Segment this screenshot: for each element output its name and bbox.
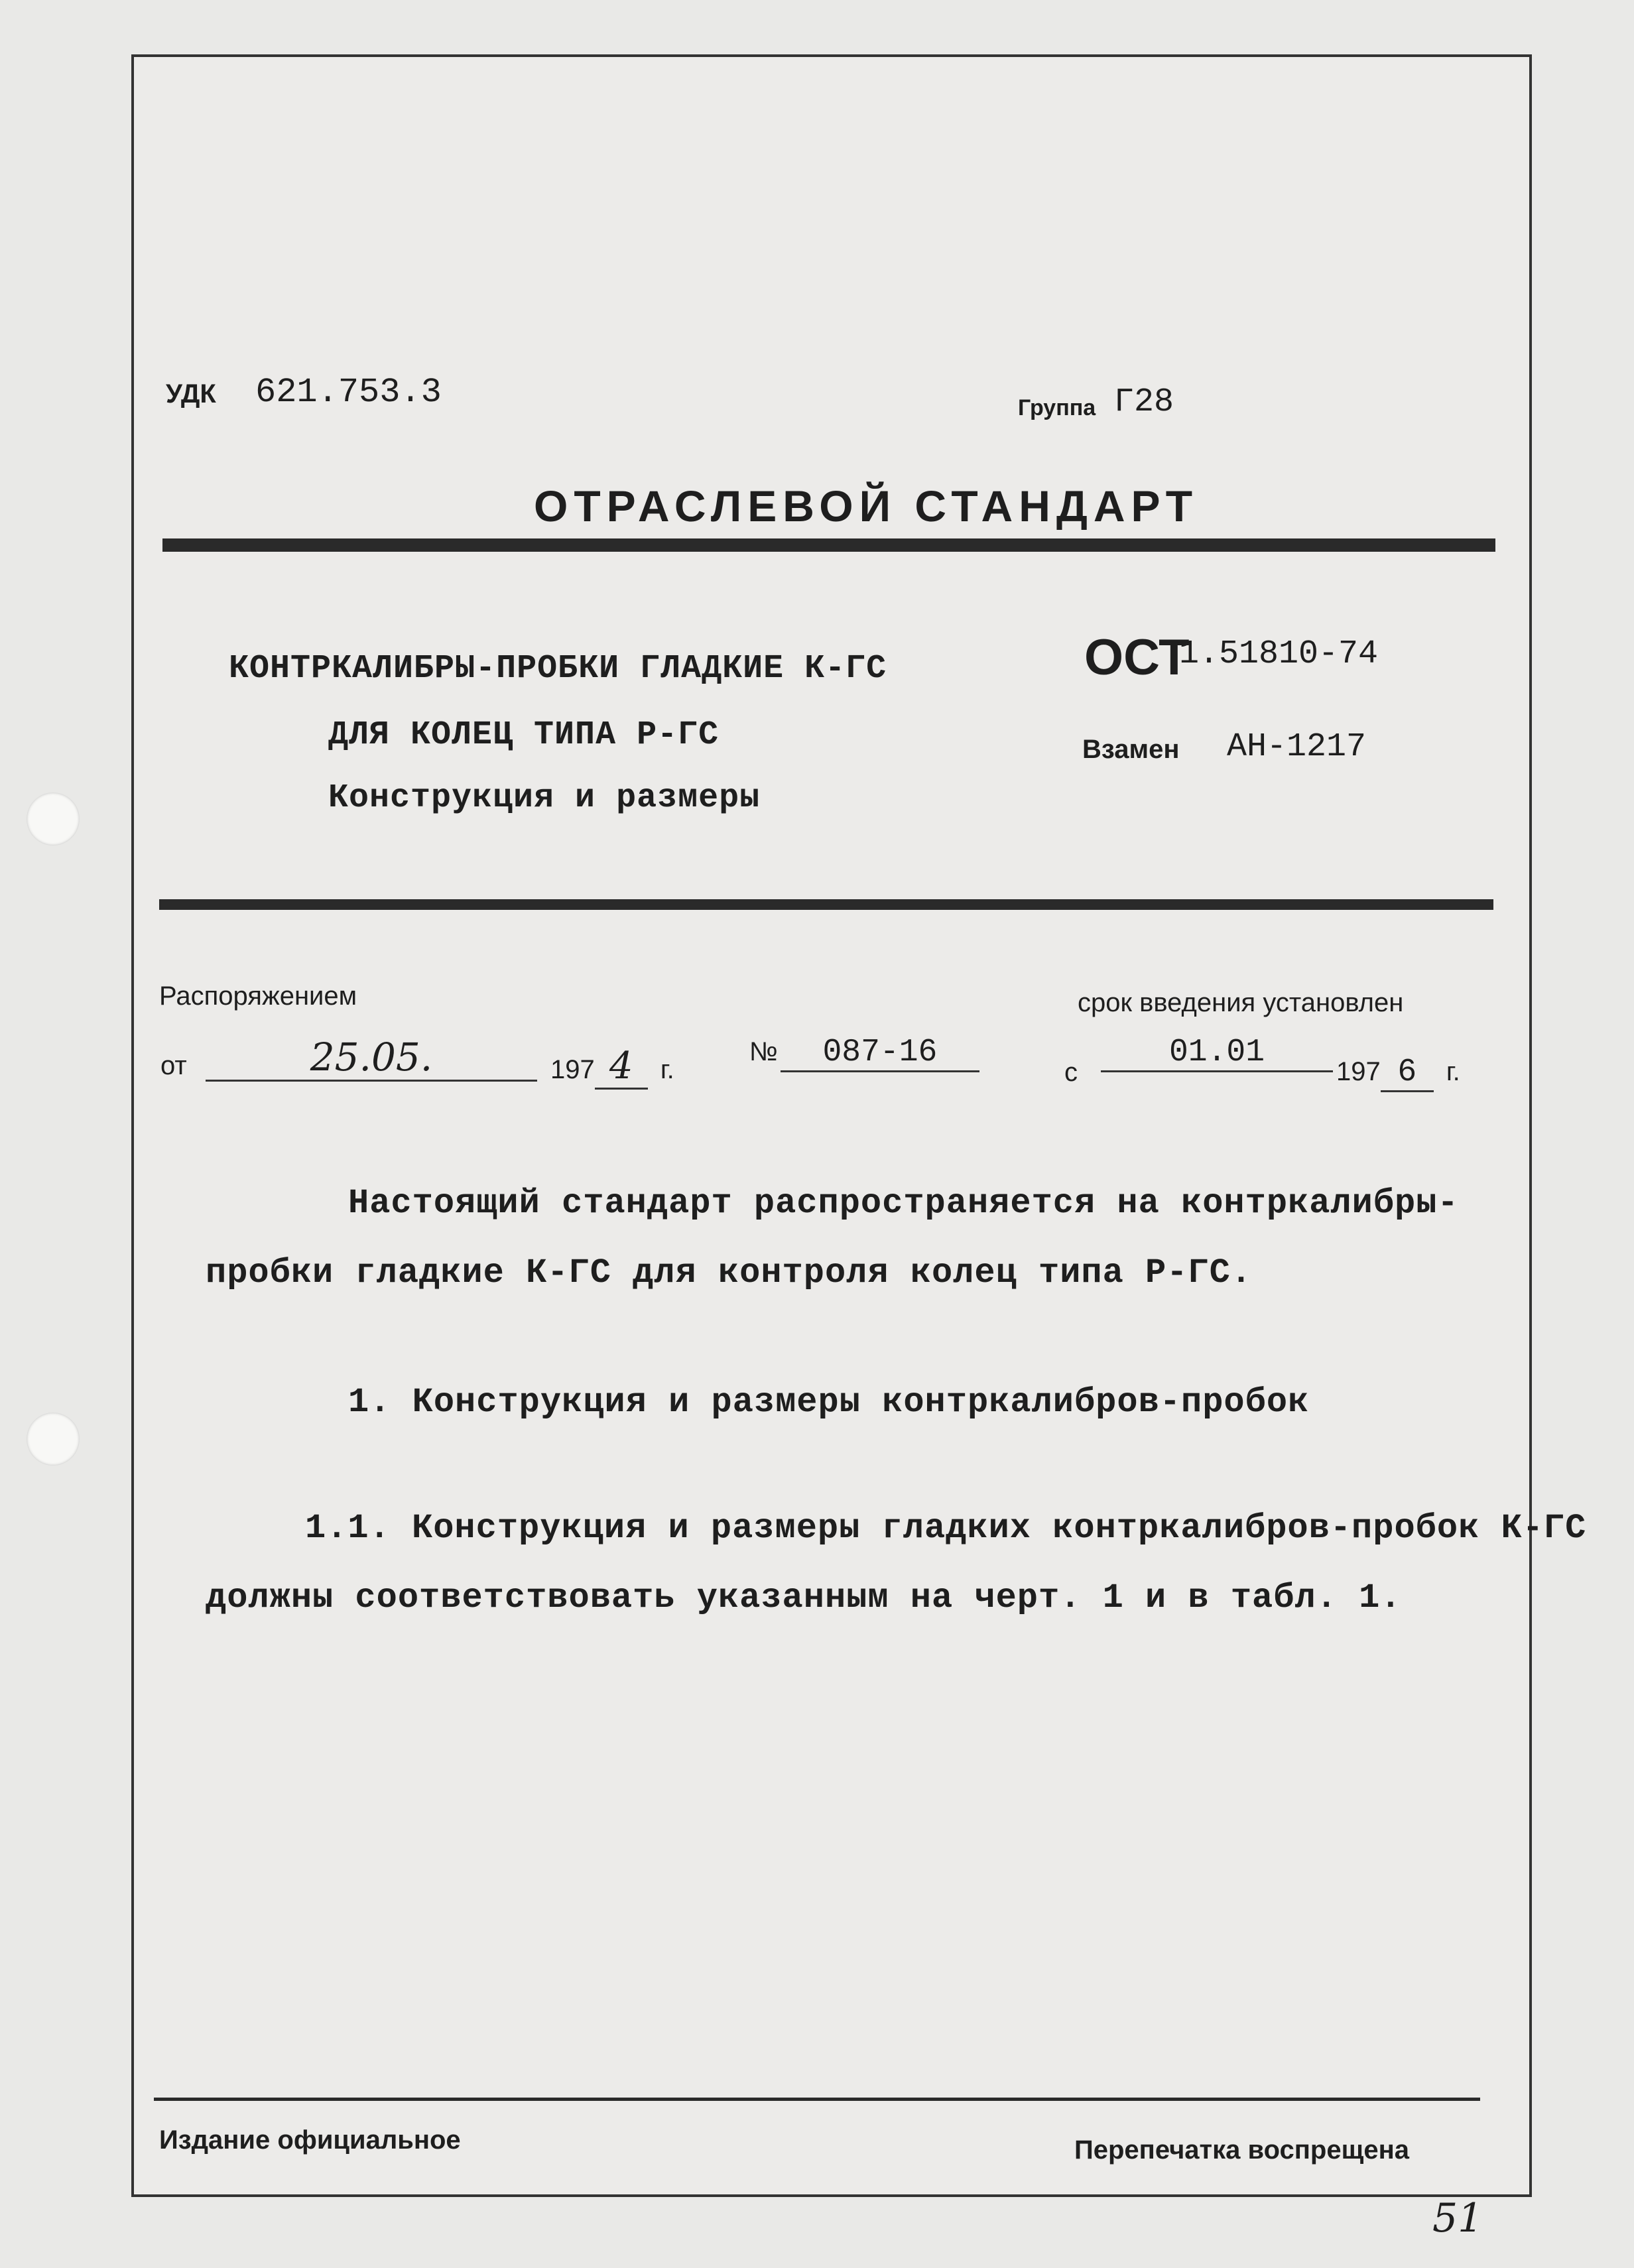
intro-paragraph-line-1: Настоящий стандарт распространяется на контркалибры- xyxy=(348,1184,1459,1223)
order-label: Распоряжением xyxy=(159,981,357,1011)
page-number: 51 xyxy=(1432,2195,1483,2241)
footer-reprint-prohibited: Перепечатка воспрещена xyxy=(1074,2135,1409,2165)
order-year-suffix: г. xyxy=(660,1055,674,1084)
middle-thick-rule xyxy=(159,899,1493,910)
order-number-value: 087-16 xyxy=(781,1035,979,1072)
footer-official-edition: Издание официальное xyxy=(159,2125,461,2155)
group-value: Г28 xyxy=(1114,383,1174,421)
effective-from-label: с xyxy=(1064,1058,1078,1087)
effective-year-prefix: 197 xyxy=(1336,1057,1381,1086)
effective-date-value: 01.01 xyxy=(1101,1035,1333,1072)
order-date-value: 25.05. xyxy=(206,1035,537,1082)
order-number xyxy=(749,1035,979,1072)
order-number-label: № xyxy=(749,1037,778,1066)
order-year-digit: 4 xyxy=(595,1044,648,1090)
title-line-2: ДЛЯ КОЛЕЦ ТИПА Р-ГС xyxy=(328,716,720,754)
punch-hole-bottom xyxy=(27,1413,80,1466)
intro-paragraph-line-2: пробки гладкие К-ГС для контроля колец типа Р-ГС. xyxy=(206,1253,1253,1292)
title-line-1: КОНТРКАЛИБРЫ-ПРОБКИ ГЛАДКИЕ К-ГС xyxy=(229,650,887,688)
section-1-heading: 1. Конструкция и размеры контркалибров-пробок xyxy=(348,1383,1310,1422)
replaces-value: АН-1217 xyxy=(1227,728,1367,766)
footer-rule xyxy=(154,2098,1480,2101)
effective-year xyxy=(1336,1054,1460,1092)
standard-type-heading: ОТРАСЛЕВОЙ СТАНДАРТ xyxy=(534,481,1199,531)
udk-value: 621.753.3 xyxy=(255,373,442,412)
order-year xyxy=(550,1044,674,1090)
clause-1-1-line-2: должны соответствовать указанным на черт. 1 и в табл. 1. xyxy=(206,1578,1402,1617)
group-label: Группа xyxy=(1018,395,1096,420)
clause-1-1-line-1: 1.1. Конструкция и размеры гладких контркалибров-пробок К-ГС xyxy=(305,1509,1587,1548)
ost-number: 1.51810-74 xyxy=(1179,635,1379,673)
effective-date xyxy=(1101,1035,1333,1072)
order-from-label: от xyxy=(160,1051,187,1080)
punch-hole-top xyxy=(27,792,80,846)
udk-label: УДК xyxy=(166,379,216,409)
effective-label: срок введения установлен xyxy=(1078,988,1404,1017)
top-thick-rule xyxy=(162,538,1495,552)
effective-year-suffix: г. xyxy=(1446,1057,1460,1086)
replaces-label: Взамен xyxy=(1082,735,1180,764)
ost-prefix: ОСТ xyxy=(1084,629,1190,686)
title-line-3: Конструкция и размеры xyxy=(328,779,761,817)
order-date xyxy=(206,1035,537,1082)
order-year-prefix: 197 xyxy=(550,1055,595,1084)
effective-year-digit: 6 xyxy=(1381,1054,1434,1092)
